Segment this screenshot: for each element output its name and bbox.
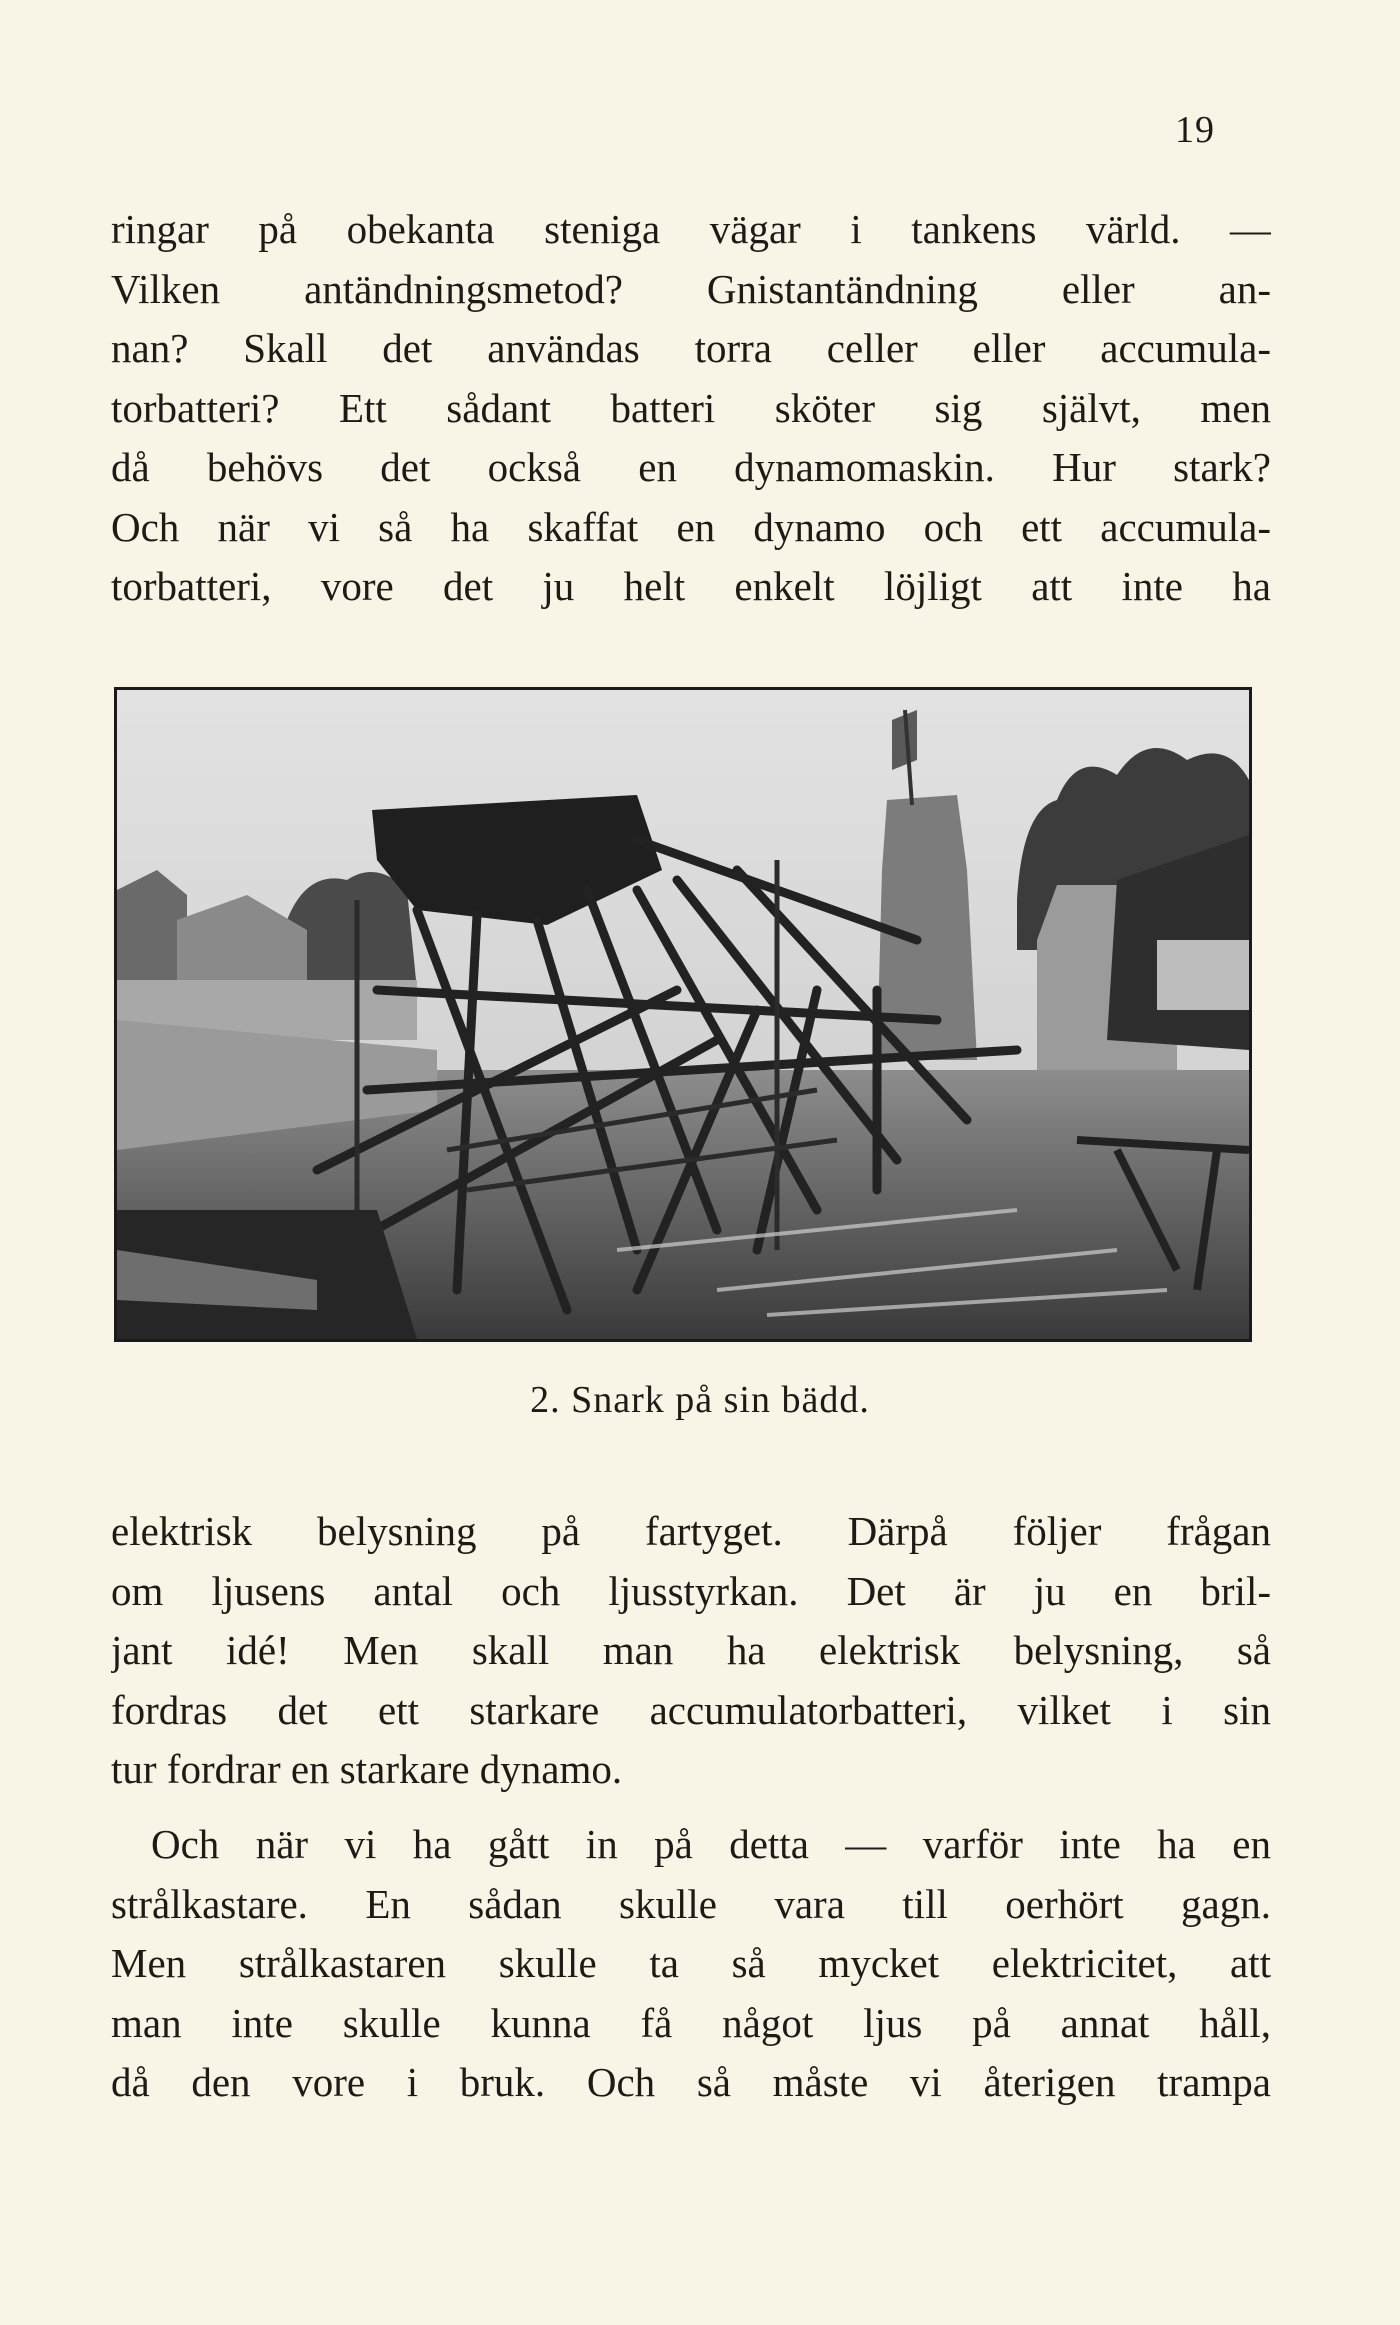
- text-line: ringar på obekanta steniga vägar i tankens värld. —: [111, 206, 1271, 252]
- text-line: fordras det ett starkare accumulatorbatteri, vilket i sin: [111, 1686, 1271, 1733]
- figure-caption: 2. Snark på sin bädd.: [530, 1379, 870, 1421]
- paragraph-last: [111, 1815, 1271, 2113]
- paragraph-top: [111, 200, 1271, 617]
- text-line: elektrisk belysning på fartyget. Därpå följer frågan: [111, 1508, 1271, 1554]
- text-line: då den vore i bruk. Och så måste vi återigen trampa: [111, 2059, 1271, 2105]
- text-line: nan? Skall det användas torra celler eller accumula-: [111, 325, 1271, 371]
- text-line: Vilken antändningsmetod? Gnistantändning eller an-: [111, 265, 1271, 312]
- text-line: strålkastare. En sådan skulle vara till oerhört gagn.: [111, 1880, 1271, 1927]
- paragraph-bottom: [111, 1502, 1271, 1800]
- shipyard-photo: [117, 690, 1249, 1339]
- text-line: torbatteri, vore det ju helt enkelt löjligt att inte ha: [111, 563, 1271, 609]
- text-line: Och när vi ha gått in på detta — varför inte ha en: [151, 1821, 1271, 1867]
- text-line: torbatteri? Ett sådant batteri sköter sig självt, men: [111, 384, 1271, 431]
- text-line: Men strålkastaren skulle ta så mycket elektricitet, att: [111, 1940, 1271, 1986]
- text-line: jant idé! Men skall man ha elektrisk belysning, så: [111, 1627, 1271, 1673]
- text-line: Och när vi så ha skaffat en dynamo och ett accumula-: [111, 503, 1271, 550]
- figure-photo: [114, 687, 1252, 1342]
- text-line: tur fordrar en starkare dynamo.: [111, 1746, 623, 1792]
- text-line: då behövs det också en dynamomaskin. Hur stark?: [111, 444, 1271, 490]
- text-line: man inte skulle kunna få något ljus på annat håll,: [111, 1999, 1271, 2046]
- page-number: 19: [1175, 109, 1215, 151]
- text-line: om ljusens antal och ljusstyrkan. Det är ju en bril-: [111, 1567, 1271, 1614]
